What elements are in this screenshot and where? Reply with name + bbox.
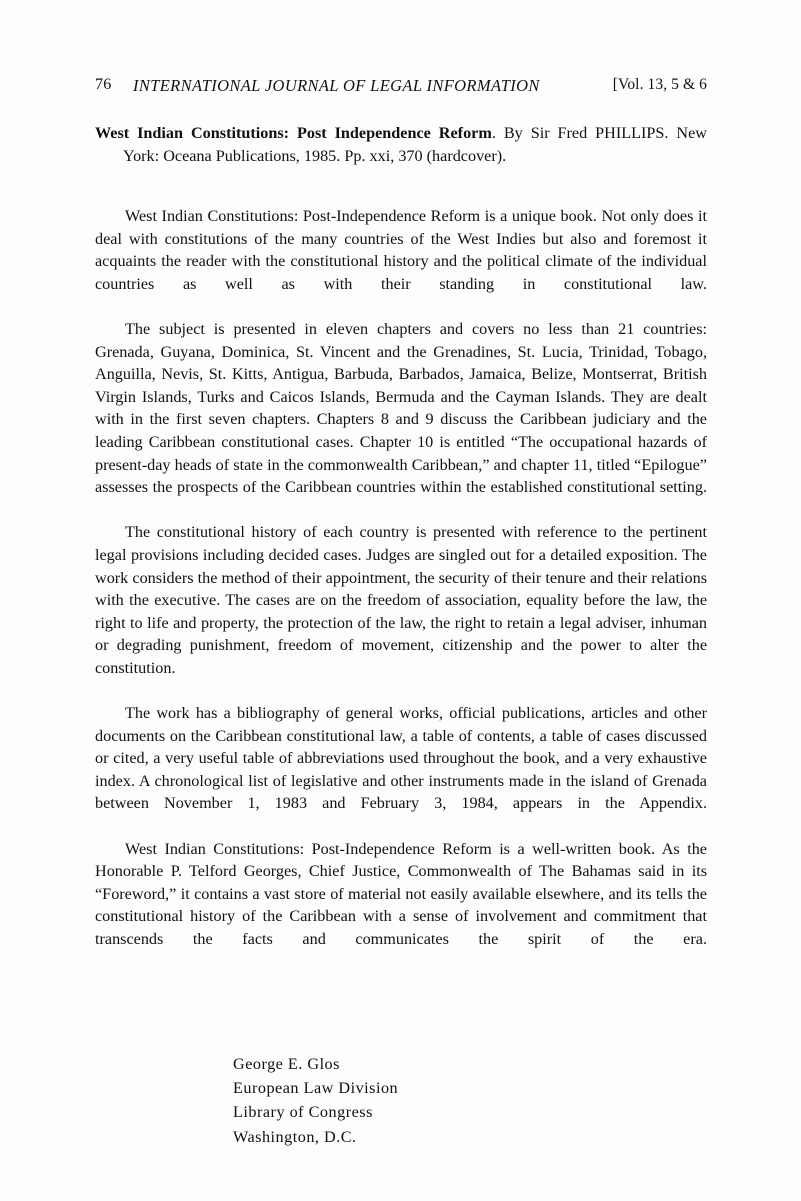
review-paragraph: West Indian Constitutions: Post-Independence Reform is a well-written book. As the Honorable P. Telford Georges, Chief Justice, Commonwealth of The Bahamas said in its “Foreword,” it contains a vast store of material not easily available elsewhere, and its tells the constitutional history of the Caribbean with a sense of involvement and commitment that transcends the facts and communicates the spirit of the era. <box>95 839 707 948</box>
book-imprint: . By Sir Fred PHILLIPS. New York: Oceana Publications, 1985. Pp. xxi, 370 (hardcover). <box>123 124 707 166</box>
review-paragraph: The constitutional history of each country is presented with reference to the pertinent legal provisions including decided cases. Judges are singled out for a detailed exposition. The work considers the method of their appointment, the security of their tenure and their relations with the executive. The cases are on the freedom of association, equality before the law, the right to life and property, the protection of the law, the right to retain a legal adviser, inhuman or degrading punishment, freedom of movement, citizenship and the power to alter the constitution. <box>95 523 707 677</box>
review-paragraph: West Indian Constitutions: Post-Independence Reform is a unique book. Not only does it deal with constitutions of the many countries of the West Indies but also and foremost it acquaints the reader with the constitutional history and the political climate of the individual countries as well as with their standing in constitutional law. <box>95 207 707 293</box>
book-title: West Indian Constitutions: Post Independence Reform <box>95 124 492 142</box>
volume-issue-note: [Vol. 13, 5 & 6 <box>612 76 707 93</box>
page-number: 76 <box>95 76 112 93</box>
journal-title: INTERNATIONAL JOURNAL OF LEGAL INFORMATION <box>133 76 540 95</box>
reviewer-division: European Law Division <box>233 1079 399 1098</box>
reviewer-institution: Library of Congress <box>233 1103 373 1122</box>
review-body <box>95 205 707 973</box>
book-citation-heading <box>95 122 707 169</box>
reviewer-signature-block <box>233 1052 533 1149</box>
reviewer-name: George E. Glos <box>233 1055 340 1073</box>
review-paragraph: The work has a bibliography of general works, official publications, articles and other documents on the Caribbean constitutional law, a table of contents, a table of cases discussed or cited, a very useful table of abbreviations used throughout the book, and a very exhaustive index. A chronological list of legislative and other instruments made in the island of Grenada between November 1, 1983 and February 3, 1984, appears in the Appendix. <box>95 704 707 813</box>
running-head <box>95 76 707 98</box>
review-paragraph: The subject is presented in eleven chapters and covers no less than 21 countries: Grenada, Guyana, Dominica, St. Vincent and the Grenadines, St. Lucia, Trinidad, Tobago, Anguilla, Nevis, St. Kitts, Antigua, Barbuda, Barbados, Jamaica, Belize, Montserrat, British Virgin Islands, Turks and Caicos Islands, Bermuda and the Cayman Islands. They are dealt with in the first seven chapters. Chapters 8 and 9 discuss the Caribbean judiciary and the leading Caribbean constitutional cases. Chapter 10 is entitled “The occupational hazards of present-day heads of state in the commonwealth Caribbean,” and chapter 11, titled “Epilogue” assesses the prospects of the Caribbean countries within the established constitutional setting. <box>95 319 707 497</box>
reviewer-location: Washington, D.C. <box>233 1127 357 1146</box>
